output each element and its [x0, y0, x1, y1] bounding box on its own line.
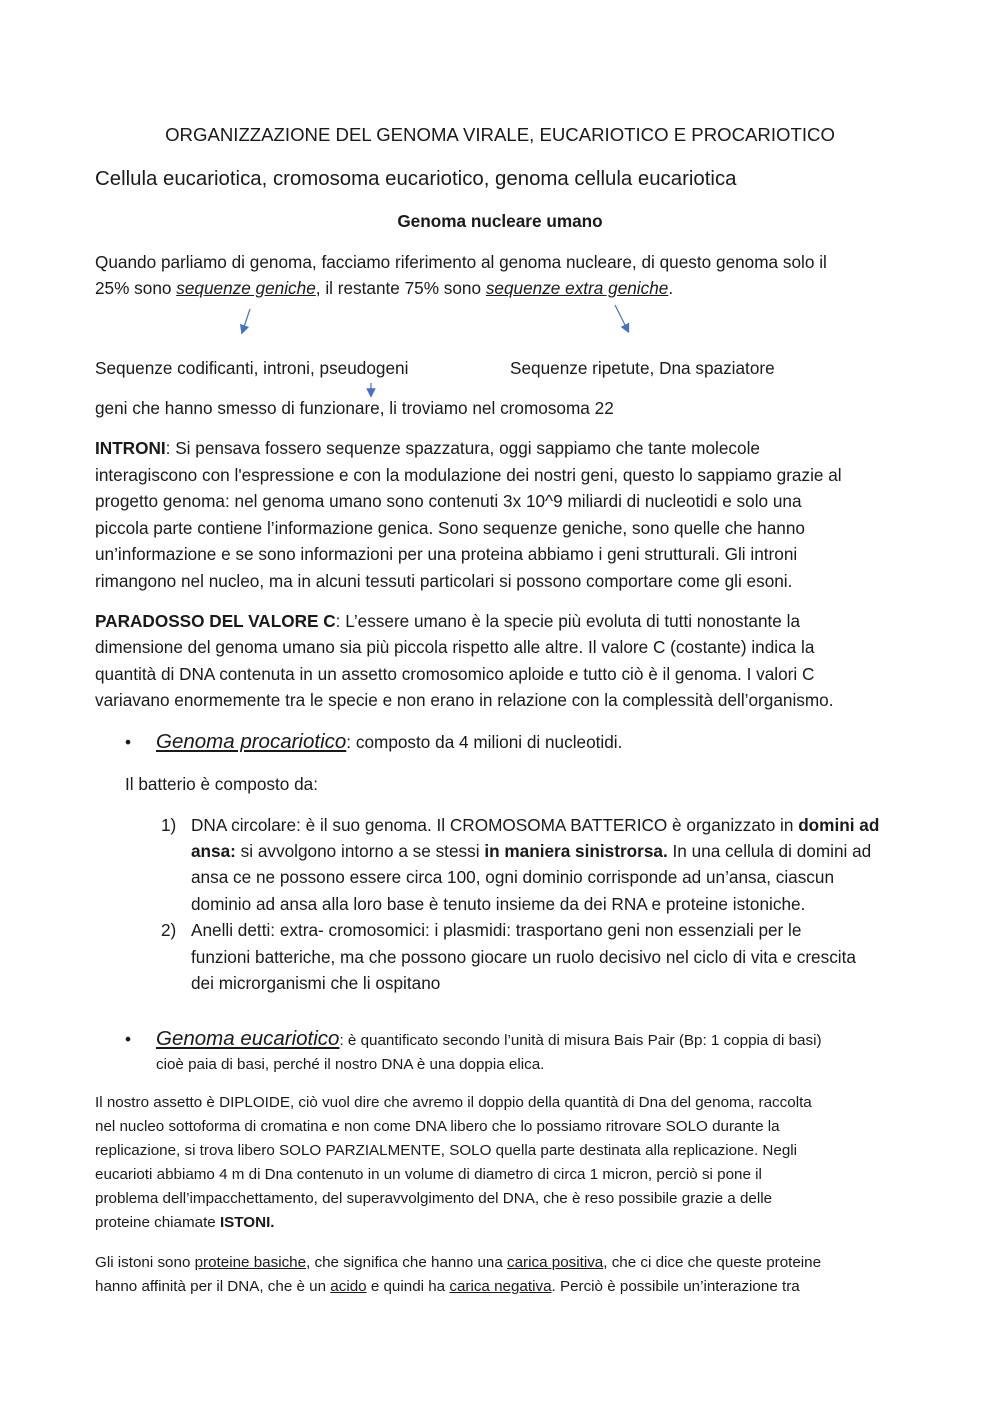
- istoni-term: ISTONI.: [219, 1214, 275, 1231]
- introni-line-6: rimangono nel nucleo, ma in alcuni tessuti particolari si possono comportare come gli esoni.: [95, 571, 793, 591]
- introni-label: INTRONI: [95, 438, 166, 458]
- item-2-line-1: Anelli detti: extra- cromosomici: i plasmidi: trasportano geni non essenziali per le: [191, 920, 802, 940]
- section-heading: Genoma nucleare umano: [397, 211, 603, 231]
- introni-line-5: un’informazione e se sono informazioni per una proteina abbiamo i geni strutturali. Gli introni: [95, 544, 798, 564]
- procariotico-intro: Il batterio è composto da:: [125, 774, 318, 794]
- paradosso-line-3: quantità di DNA contenuta in un assetto cromosomico aploide e tutto ciò è il genoma. I valori C: [95, 664, 815, 684]
- paradosso-line-1: PARADOSSO DEL VALORE C: L’essere umano è la specie più evoluta di tutti nonostante la: [95, 611, 801, 631]
- introni-line-4: piccola parte contiene l’informazione genica. Sono sequenze geniche, sono quelle che hanno: [95, 518, 805, 538]
- introni-line-2: interagiscono con l'espressione e con la modulazione dei nostri geni, questo lo sappiamo grazie al: [95, 465, 842, 485]
- introni-line-1: INTRONI: Si pensava fossero sequenze spazzatura, oggi sappiamo che tante molecole: [95, 438, 760, 458]
- paradosso-line-2: dimensione del genoma umano sia più piccola rispetto alle altre. Il valore C (costante) indica la: [95, 637, 815, 657]
- diploide-line-4: eucarioti abbiamo 4 m di Dna contenuto in un volume di diametro di circa 1 micron, perciò si pone il: [95, 1166, 762, 1183]
- pseudogeni-note: geni che hanno smesso di funzionare, li troviamo nel cromosoma 22: [95, 398, 614, 418]
- diploide-line-5: problema dell’impacchettamento, del superavvolgimento del DNA, che è reso possibile grazie a delle: [95, 1190, 773, 1207]
- item-2-number: 2): [161, 920, 177, 940]
- eucariotico-line-1: Genoma eucariotico: è quantificato secondo l’unità di misura Bais Pair (Bp: 1 coppia di basi): [156, 1027, 822, 1050]
- istoni-line-1: Gli istoni sono proteine basiche, che significa che hanno una carica positiva, che ci dice che queste proteine: [95, 1254, 822, 1271]
- item-1-line-1: DNA circolare: è il suo genoma. Il CROMOSOMA BATTERICO è organizzato in domini ad: [191, 815, 880, 835]
- diploide-line-1: Il nostro assetto è DIPLOIDE, ciò vuol dire che avremo il doppio della quantità di Dna del genoma, raccolta: [95, 1094, 812, 1111]
- branch-right-label: Sequenze ripetute, Dna spaziatore: [510, 358, 775, 378]
- intro-line-2: 25% sono sequenze geniche, il restante 75% sono sequenze extra geniche.: [95, 278, 674, 298]
- introni-line-3: progetto genoma: nel genoma umano sono contenuti 3x 10^9 miliardi di nucleotidi e solo una: [95, 491, 802, 511]
- item-1-number: 1): [161, 815, 177, 835]
- eucariotico-line-2: cioè paia di basi, perché il nostro DNA è una doppia elica.: [156, 1056, 545, 1073]
- arrow-left-icon: [243, 309, 250, 330]
- item-2-line-2: funzioni batteriche, ma che possono giocare un ruolo decisivo nel ciclo di vita e crescita: [191, 947, 856, 967]
- istoni-line-2: hanno affinità per il DNA, che è un acido e quindi ha carica negativa. Perciò è possibile un’interazione tra: [95, 1278, 800, 1295]
- eucariotico-term: Genoma eucariotico: [156, 1027, 340, 1050]
- document-subtitle: Cellula eucariotica, cromosoma eucariotico, genoma cellula eucariotica: [95, 168, 737, 190]
- diploide-line-6: proteine chiamate ISTONI.: [95, 1214, 275, 1231]
- document-title: ORGANIZZAZIONE DEL GENOMA VIRALE, EUCARIOTICO E PROCARIOTICO: [165, 124, 835, 145]
- item-1-line-4: dominio ad ansa alla loro base è tenuto insieme da dei RNA e proteine istoniche.: [191, 894, 806, 914]
- arrow-right-icon: [615, 305, 627, 329]
- branch-left-label: Sequenze codificanti, introni, pseudogeni: [95, 358, 409, 378]
- diploide-line-2: nel nucleo sottoforma di cromatina e non come DNA libero che lo possiamo ritrovare SOLO durante la: [95, 1118, 780, 1135]
- procariotico-term: Genoma procariotico: [156, 730, 347, 753]
- sequenze-extra-geniche-term: sequenze extra geniche: [485, 278, 669, 298]
- sequenze-geniche-term: sequenze geniche: [176, 278, 316, 298]
- procariotico-line: Genoma procariotico: composto da 4 milioni di nucleotidi.: [156, 730, 623, 753]
- procariotico-bullet: •: [125, 732, 132, 752]
- diploide-line-3: replicazione, si trova libero SOLO PARZIALMENTE, SOLO quella parte destinata alla replicazione. Negli: [95, 1142, 798, 1159]
- paradosso-line-4: variavano enormemente tra le specie e non erano in relazione con la complessità dell’organismo.: [95, 690, 834, 710]
- item-1-line-2: ansa: si avvolgono intorno a se stessi in maniera sinistrorsa. In una cellula di domini ad: [191, 841, 872, 861]
- eucariotico-bullet: •: [125, 1029, 132, 1049]
- paradosso-label: PARADOSSO DEL VALORE C: [95, 611, 336, 631]
- intro-line-1: Quando parliamo di genoma, facciamo riferimento al genoma nucleare, di questo genoma solo il: [95, 252, 827, 272]
- item-2-line-3: dei microrganismi che li ospitano: [191, 973, 441, 993]
- item-1-line-3: ansa ce ne possono essere circa 100, ogni dominio corrisponde ad un’ansa, ciascun: [191, 867, 835, 887]
